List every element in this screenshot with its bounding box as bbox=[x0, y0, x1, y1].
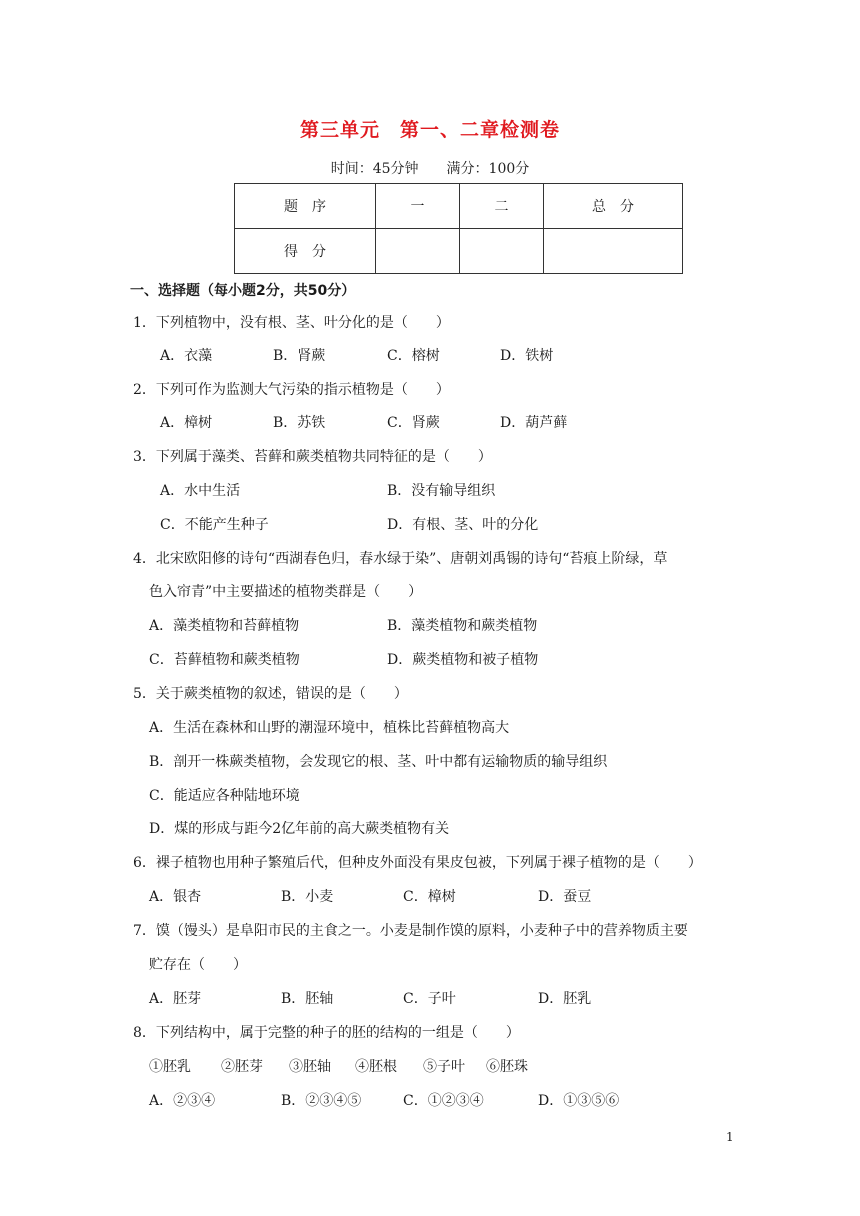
question-1-option-a: A．衣藻 bbox=[160, 348, 213, 364]
score-cell-total bbox=[544, 229, 683, 274]
question-6-stem: 6．裸子植物也用种子繁殖后代，但种皮外面没有果皮包被，下列属于裸子植物的是（ ） bbox=[133, 855, 702, 871]
question-2-option-c: C．肾蕨 bbox=[387, 415, 440, 431]
question-7-option-d: D．胚乳 bbox=[538, 991, 592, 1007]
question-6-option-d: D．蚕豆 bbox=[538, 889, 592, 905]
question-1-option-d: D．铁树 bbox=[500, 348, 554, 364]
header-part-one: 一 bbox=[376, 184, 460, 229]
question-1-option-c: C．榕树 bbox=[387, 348, 440, 364]
question-3-option-b: B．没有输导组织 bbox=[387, 483, 496, 499]
score-table-header-row bbox=[235, 184, 683, 229]
question-8-item-2: ②胚芽 bbox=[221, 1059, 263, 1075]
question-7-option-a: A．胚芽 bbox=[149, 991, 202, 1007]
score-table bbox=[234, 183, 683, 274]
question-2-option-b: B．苏铁 bbox=[273, 415, 326, 431]
question-3-stem: 3．下列属于藻类、苔藓和蕨类植物共同特征的是（ ） bbox=[133, 449, 492, 465]
question-8-option-a: A．②③④ bbox=[149, 1093, 216, 1109]
question-4-stem-continued: 色入帘青”中主要描述的植物类群是（ ） bbox=[149, 584, 423, 600]
question-4-option-a: A．藻类植物和苔藓植物 bbox=[149, 618, 300, 634]
question-6-option-c: C．樟树 bbox=[403, 889, 456, 905]
question-7-stem: 7．馍（馒头）是阜阳市民的主食之一。小麦是制作馍的原料，小麦种子中的营养物质主要 bbox=[133, 923, 688, 939]
header-question-order: 题 序 bbox=[235, 184, 376, 229]
question-8-item-1: ①胚乳 bbox=[149, 1059, 191, 1075]
question-8-option-d: D．①③⑤⑥ bbox=[538, 1093, 620, 1109]
question-3-option-a: A．水中生活 bbox=[160, 483, 241, 499]
question-5-option-c: C．能适应各种陆地环境 bbox=[149, 788, 300, 804]
question-8-option-b: B．②③④⑤ bbox=[281, 1093, 362, 1109]
question-8-stem: 8．下列结构中，属于完整的种子的胚的结构的一组是（ ） bbox=[133, 1025, 520, 1041]
score-cell-part-one bbox=[376, 229, 460, 274]
question-2-option-a: A．樟树 bbox=[160, 415, 213, 431]
exam-time-score: 时间：45分钟 满分：100分 bbox=[330, 161, 530, 177]
question-3-option-d: D．有根、茎、叶的分化 bbox=[387, 517, 539, 533]
page-title: 第三单元 第一、二章检测卷 bbox=[299, 119, 560, 141]
question-5-option-a: A．生活在森林和山野的潮湿环境中，植株比苔藓植物高大 bbox=[149, 720, 510, 736]
question-8-item-5: ⑤子叶 bbox=[423, 1059, 465, 1075]
question-1-stem: 1．下列植物中，没有根、茎、叶分化的是（ ） bbox=[133, 315, 450, 331]
question-3-option-c: C．不能产生种子 bbox=[160, 517, 269, 533]
question-5-option-d: D．煤的形成与距今2亿年前的高大蕨类植物有关 bbox=[149, 821, 450, 837]
question-4-option-b: B．藻类植物和蕨类植物 bbox=[387, 618, 538, 634]
header-part-two: 二 bbox=[460, 184, 544, 229]
header-total: 总 分 bbox=[544, 184, 683, 229]
score-table-score-row bbox=[235, 229, 683, 274]
question-4-stem: 4．北宋欧阳修的诗句“西湖春色归，春水绿于染”、唐朝刘禹锡的诗句“苔痕上阶绿，草 bbox=[133, 551, 668, 567]
question-1-option-b: B．肾蕨 bbox=[273, 348, 326, 364]
question-4-option-c: C．苔藓植物和蕨类植物 bbox=[149, 652, 300, 668]
section-heading: 一、选择题（每小题2分，共50分） bbox=[130, 283, 356, 299]
question-6-option-b: B．小麦 bbox=[281, 889, 334, 905]
question-2-stem: 2．下列可作为监测大气污染的指示植物是（ ） bbox=[133, 382, 450, 398]
question-5-stem: 5．关于蕨类植物的叙述，错误的是（ ） bbox=[133, 686, 408, 702]
question-7-stem-continued: 贮存在（ ） bbox=[149, 957, 247, 973]
row-label-score: 得 分 bbox=[235, 229, 376, 274]
question-8-item-3: ③胚轴 bbox=[289, 1059, 331, 1075]
question-5-option-b: B．剖开一株蕨类植物，会发现它的根、茎、叶中都有运输物质的输导组织 bbox=[149, 754, 608, 770]
page-number: 1 bbox=[726, 1130, 734, 1144]
score-cell-part-two bbox=[460, 229, 544, 274]
question-8-option-c: C．①②③④ bbox=[403, 1093, 484, 1109]
question-4-option-d: D．蕨类植物和被子植物 bbox=[387, 652, 539, 668]
question-7-option-c: C．子叶 bbox=[403, 991, 456, 1007]
question-8-item-4: ④胚根 bbox=[355, 1059, 397, 1075]
question-2-option-d: D．葫芦藓 bbox=[500, 415, 568, 431]
question-8-item-6: ⑥胚珠 bbox=[486, 1059, 528, 1075]
question-7-option-b: B．胚轴 bbox=[281, 991, 334, 1007]
question-6-option-a: A．银杏 bbox=[149, 889, 202, 905]
